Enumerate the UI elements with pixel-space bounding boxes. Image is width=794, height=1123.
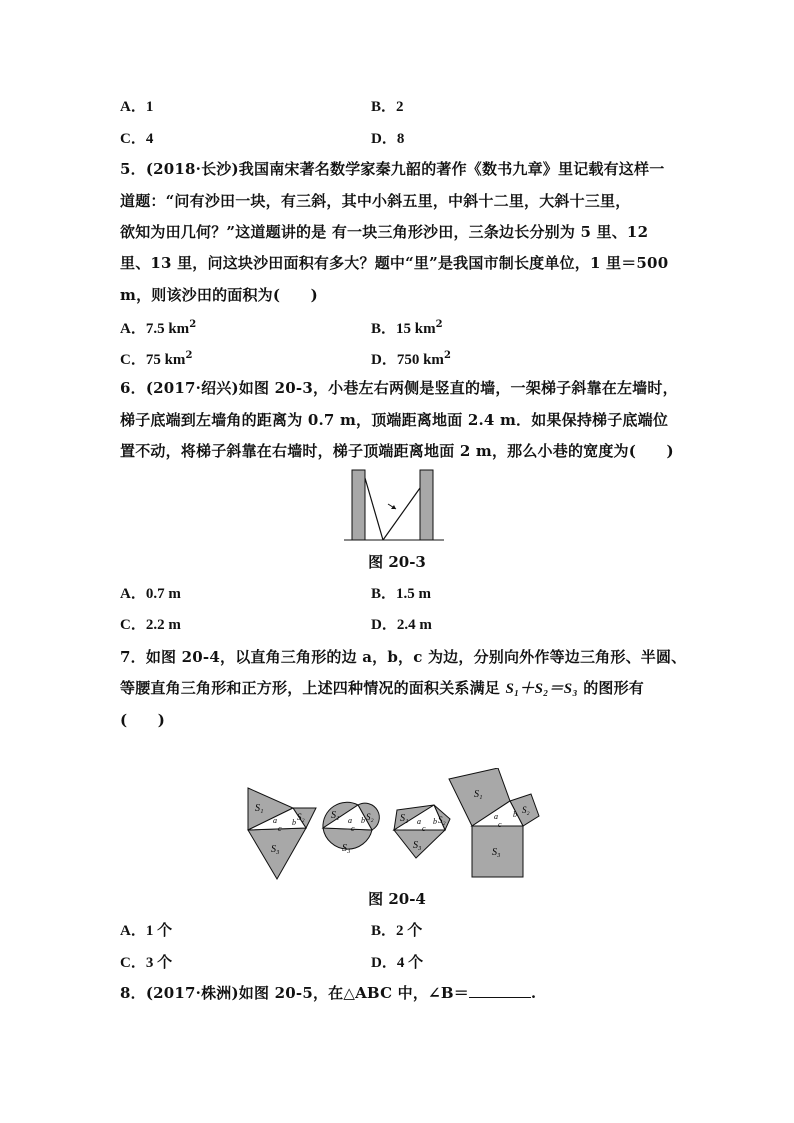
option-letter: B．: [371, 586, 397, 602]
label-a: a: [348, 816, 352, 825]
option-value: 0.7 m: [145, 586, 181, 602]
label-b: b: [433, 817, 437, 826]
q8-text-pre: 8．(2017·株洲)如图 20-5，在△ABC 中，∠B＝: [120, 984, 469, 1002]
q6-text-line-3: 置不动，将梯子斜靠在右墙时，梯子顶端距离地面 2 m，那么小巷的宽度为( ): [120, 442, 674, 460]
option-value: 4 个: [396, 955, 424, 971]
option-exponent: 2: [185, 350, 193, 361]
label-c: c: [498, 820, 502, 829]
option-letter: B．: [371, 99, 397, 115]
label-b: b: [361, 816, 365, 825]
figure-20-3-caption: 图 20-3: [368, 553, 426, 571]
q6-option-b[interactable]: [371, 581, 431, 606]
option-letter: D．: [371, 617, 397, 633]
option-letter: A．: [120, 99, 146, 115]
label-b: b: [292, 818, 296, 827]
q4-option-c[interactable]: [120, 126, 153, 151]
q7-option-a[interactable]: [120, 918, 172, 943]
q7-text-post: 的图形有: [577, 679, 644, 697]
q5-option-a[interactable]: [120, 313, 196, 341]
label-s1: S₁: [331, 810, 340, 821]
option-value: 2 个: [396, 923, 423, 939]
q6-text-line-2: 梯子底端到左墙角的距离为 0.7 m，顶端距离地面 2.4 m．如果保持梯子底端位: [120, 411, 669, 429]
option-value: 2.4 m: [396, 617, 432, 633]
option-value: 15 km: [396, 321, 436, 337]
q7-option-b[interactable]: [371, 918, 422, 943]
option-letter: A．: [120, 923, 146, 939]
figure-equilateral-triangles: [248, 788, 316, 879]
label-s3: S₃: [492, 847, 501, 858]
q7-formula: S₁＋S₂＝S₃: [505, 681, 578, 697]
option-letter: D．: [371, 131, 397, 147]
figure-semicircles: [323, 802, 379, 854]
option-letter: B．: [371, 923, 397, 939]
answer-blank[interactable]: [469, 983, 531, 998]
label-s3: S₃: [342, 843, 351, 854]
label-a: a: [417, 817, 421, 826]
label-s1: S₁: [474, 789, 483, 800]
option-letter: C．: [120, 617, 146, 633]
q7-option-c[interactable]: [120, 950, 172, 975]
q5-text-line-4: 里、13 里，问这块沙田面积有多大？题中“里”是我国市制长度单位，1 里＝500: [120, 254, 669, 272]
figure-isosceles-right-triangles: [394, 805, 450, 858]
option-exponent: 2: [435, 319, 443, 330]
label-a: a: [273, 816, 277, 825]
label-c: c: [422, 824, 426, 833]
q7-text-line-2: [120, 672, 680, 704]
label-s3: S₃: [413, 840, 422, 851]
ladder-right: [383, 488, 420, 540]
option-value: 1.5 m: [396, 586, 432, 602]
left-wall: [352, 470, 365, 540]
q6-option-a[interactable]: [120, 581, 181, 606]
figure-20-4-area-relations: [240, 768, 560, 883]
q5-text-line-5: m，则该沙田的面积为( ): [120, 286, 318, 304]
option-letter: A．: [120, 321, 146, 337]
label-c: c: [278, 824, 282, 833]
q8-text-post: .: [530, 984, 537, 1002]
ladder-left: [365, 478, 383, 540]
option-letter: C．: [120, 131, 146, 147]
option-letter: C．: [120, 955, 146, 971]
right-wall: [420, 470, 433, 540]
q7-text-line-3: ( ): [120, 711, 165, 729]
option-letter: D．: [371, 955, 397, 971]
q7-option-d[interactable]: [371, 950, 423, 975]
q7-text-pre: 等腰直角三角形和正方形，上述四种情况的面积关系满足: [120, 679, 506, 697]
label-s3: S₃: [271, 844, 280, 855]
q4-option-b[interactable]: [371, 94, 404, 119]
option-value: 750 km: [396, 352, 444, 368]
q5-option-c[interactable]: [120, 344, 192, 372]
q4-option-a[interactable]: [120, 94, 153, 119]
option-value: 8: [396, 131, 405, 147]
arrow-head-icon: [391, 505, 396, 509]
option-letter: D．: [371, 352, 397, 368]
label-c: c: [351, 824, 355, 833]
option-value: 1: [145, 99, 154, 115]
q5-text-line-3: 欲知为田几何？”这道题讲的是 有一块三角形沙田，三条边长分别为 5 里、12: [120, 223, 649, 241]
option-exponent: 2: [189, 319, 197, 330]
option-value: 4: [145, 131, 154, 147]
q7-text-line-1: 7．如图 20-4，以直角三角形的边 a，b，c 为边，分别向外作等边三角形、半圆、: [120, 648, 687, 666]
q6-text-line-1: 6．(2017·绍兴)如图 20-3，小巷左右两侧是竖直的墙，一架梯子斜靠在左墙时，: [120, 379, 678, 397]
label-s2: S₂: [297, 812, 305, 822]
option-exponent: 2: [443, 350, 451, 361]
label-s1: S₁: [255, 803, 264, 814]
option-value: 2.2 m: [145, 617, 181, 633]
option-value: 75 km: [145, 352, 186, 368]
label-s2: S₂: [522, 805, 530, 815]
label-b: b: [513, 810, 517, 819]
figure-squares: [449, 768, 539, 877]
option-letter: A．: [120, 586, 146, 602]
label-a: a: [494, 812, 498, 821]
label-s2: S₂: [366, 812, 374, 822]
option-letter: C．: [120, 352, 146, 368]
option-value: 7.5 km: [145, 321, 190, 337]
label-s1: S₁: [400, 813, 409, 824]
label-s2: S₂: [438, 815, 446, 825]
option-letter: B．: [371, 321, 397, 337]
q8-text-line: [120, 977, 680, 1009]
option-value: 2: [396, 99, 404, 115]
q5-option-b[interactable]: [371, 313, 443, 341]
q5-text-line-1: 5．(2018·长沙)我国南宋著名数学家秦九韶的著作《数书九章》里记载有这样一: [120, 160, 665, 178]
q5-text-line-2: 道题：“问有沙田一块，有三斜，其中小斜五里，中斜十二里，大斜十三里，: [120, 192, 631, 210]
q5-option-d[interactable]: [371, 344, 451, 372]
figure-20-4-caption: 图 20-4: [368, 890, 426, 908]
q6-option-d[interactable]: [371, 612, 432, 637]
figure-20-3-ladder-alley: [340, 466, 450, 546]
option-value: 3 个: [145, 955, 173, 971]
q6-option-c[interactable]: [120, 612, 181, 637]
q4-option-d[interactable]: [371, 126, 404, 151]
option-value: 1 个: [145, 923, 173, 939]
